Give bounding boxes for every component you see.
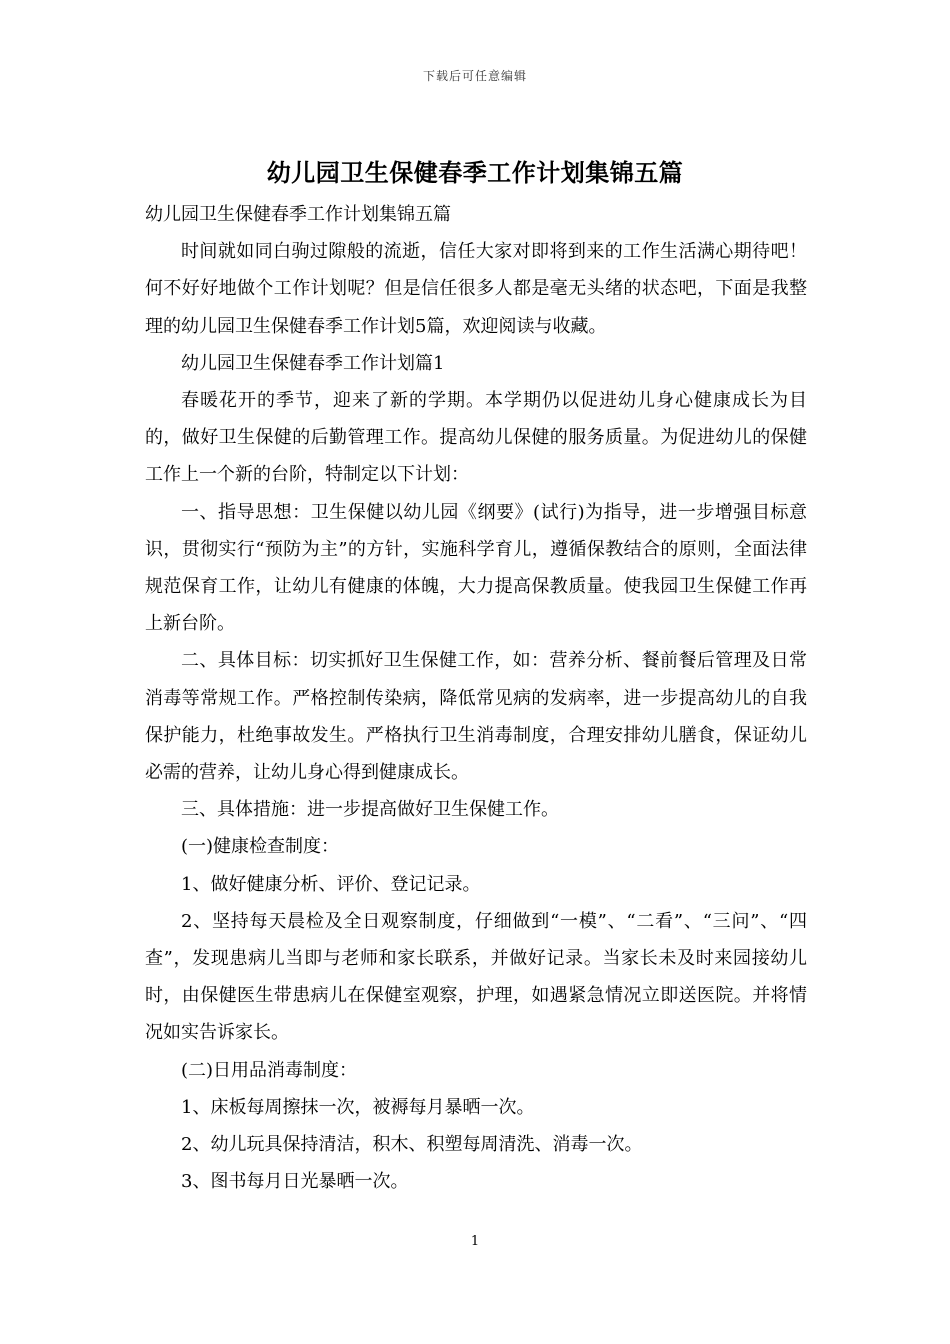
document-title: 幼儿园卫生保健春季工作计划集锦五篇 <box>266 158 684 187</box>
header-note: 下载后可任意编辑 <box>422 69 527 83</box>
paragraph-disinfection-1: 1、床板每周擦抹一次，被褥每月暴晒一次。 <box>181 1096 535 1118</box>
paragraph-section-heading: 幼儿园卫生保健春季工作计划篇1 <box>181 352 445 374</box>
page-number: 1 <box>470 1234 480 1249</box>
paragraph-health-check-heading: (一)健康检查制度： <box>181 836 340 858</box>
paragraph-disinfection-heading: (二)日用品消毒制度： <box>181 1059 358 1081</box>
paragraph-specific-measures: 三、具体措施：进一步提高做好卫生保健工作。 <box>181 799 559 821</box>
paragraph-opening: 春暖花开的季节，迎来了新的学期。本学期仍以促进幼儿身心健康成长为目的，做好卫生保健的后勤管理工作。提高幼儿保健的服务质量。为促进幼儿的保健工作上一个新的台阶，特制定以下计划： <box>145 390 807 486</box>
document-body <box>145 196 807 1200</box>
paragraph-subtitle: 幼儿园卫生保健春季工作计划集锦五篇 <box>145 204 451 225</box>
paragraph-intro: 时间就如同白驹过隙般的流逝，信任大家对即将到来的工作生活满心期待吧！何不好好地做个工作计划呢？但是信任很多人都是毫无头绪的状态吧，下面是我整理的幼儿园卫生保健春季工作计划5篇，欢迎阅读与收藏。 <box>145 241 807 337</box>
paragraph-guiding-idea: 一、指导思想：卫生保健以幼儿园《纲要》(试行)为指导，进一步增强目标意识，贯彻实行“预防为主”的方针，实施科学育儿，遵循保教结合的原则，全面法律规范保育工作，让幼儿有健康的体魄，大力提高保教质量。使我园卫生保健工作再上新台阶。 <box>145 501 807 635</box>
paragraph-health-check-2: 2、坚持每天晨检及全日观察制度，仔细做到“一模”、“二看”、“三问”、“四查”，发现患病儿当即与老师和家长联系，并做好记录。当家长未及时来园接幼儿时，由保健医生带患病儿在保健室观察，护理，如遇紧急情况立即送医院。并将情况如实告诉家长。 <box>145 910 807 1044</box>
paragraph-health-check-1: 1、做好健康分析、评价、登记记录。 <box>181 873 481 895</box>
paragraph-specific-goals: 二、具体目标：切实抓好卫生保健工作，如：营养分析、餐前餐后管理及日常消毒等常规工作。严格控制传染病，降低常见病的发病率，进一步提高幼儿的自我保护能力，杜绝事故发生。严格执行卫生消毒制度，合理安排幼儿膳食，保证幼儿必需的营养，让幼儿身心得到健康成长。 <box>145 650 807 784</box>
paragraph-disinfection-3: 3、图书每月日光暴晒一次。 <box>181 1171 409 1193</box>
paragraph-disinfection-2: 2、幼儿玩具保持清洁，积木、积塑每周清洗、消毒一次。 <box>181 1134 643 1156</box>
